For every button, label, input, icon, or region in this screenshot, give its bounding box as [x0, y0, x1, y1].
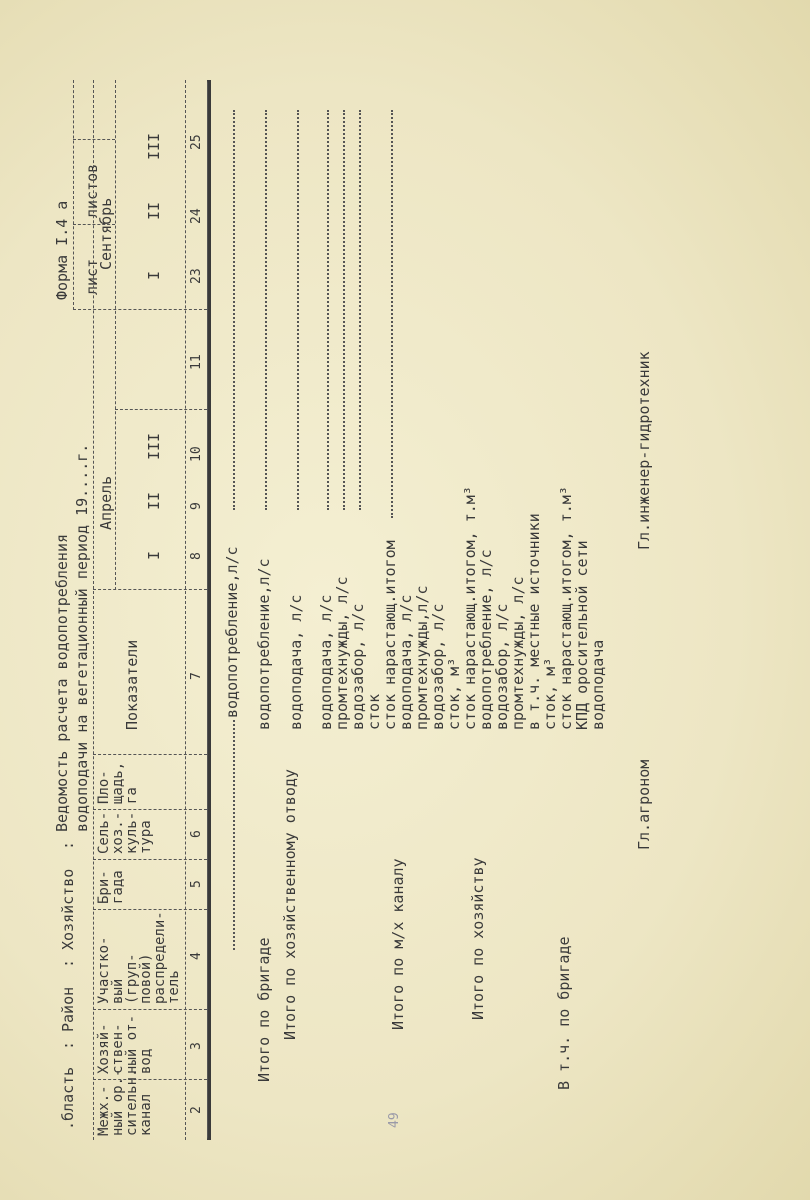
sep: :: [59, 1040, 77, 1050]
row-label: сток: [365, 693, 383, 730]
forma-label: Форма I.4 а: [53, 200, 71, 300]
page-mark: 49: [387, 1112, 402, 1128]
header-kultura: Сель- хоз.- куль- тура: [96, 811, 154, 854]
list-label: лист: [83, 258, 101, 295]
row-label: промтехнужды,л/с: [413, 585, 431, 730]
col-number: 25: [189, 134, 204, 150]
dotted-leader: [297, 110, 299, 510]
col-rule: [93, 589, 207, 590]
row-label: водопотребление,л/с: [223, 546, 241, 718]
section-itogo-brigade: Итого по бригаде: [255, 937, 273, 1082]
row-label: водозабор, л/с: [349, 603, 367, 730]
col-rule: [73, 309, 207, 310]
dotted-leader: [359, 110, 361, 510]
decade-sep-3: III: [145, 132, 163, 160]
dotted-leader: [391, 110, 393, 518]
row-label: водозабор, л/с: [429, 603, 447, 730]
decade-april-2: II: [145, 491, 163, 510]
row-label: водоподача, л/с: [317, 594, 335, 730]
row-label: водозабор, л/с: [493, 603, 511, 730]
title-line1: Ведомость расчета водопотребления: [53, 533, 71, 832]
raion-label: Район: [59, 986, 77, 1032]
row-label: водопотребление,л/с: [255, 558, 273, 730]
header-september: Сентябрь: [97, 197, 115, 270]
col-number: 7: [189, 672, 204, 680]
header-brigada: Бри- гада: [96, 870, 126, 904]
col-rule: [93, 809, 207, 810]
dotted-leader: [327, 110, 329, 510]
khozyaistvo-label: Хозяйство: [59, 868, 77, 950]
decade-sep-2: II: [145, 201, 163, 220]
col-rule: [93, 909, 207, 910]
col-number: 11: [189, 354, 204, 370]
col-number: 10: [189, 446, 204, 462]
header-ploshchad: Пло- щадь, га: [96, 761, 140, 804]
header-april: Апрель: [97, 475, 115, 530]
title-line2: водоподачи на вегетационный период 19....г.: [73, 443, 91, 832]
row-label: водоподача, л/с: [397, 594, 415, 730]
col-number: 5: [189, 880, 204, 888]
col-number: 23: [189, 268, 204, 284]
col-number: 8: [189, 552, 204, 560]
row-label: сток, м³: [541, 657, 559, 730]
decade-april-3: III: [145, 432, 163, 460]
rule-head-bottom: [185, 80, 186, 1140]
row-label: промтехнужды, л/с: [333, 576, 351, 730]
section-v-tch-brigade: В т.ч. по бригаде: [555, 936, 573, 1090]
col-rule: [93, 1009, 207, 1010]
row-label: сток, м³: [445, 657, 463, 730]
section-itogo-khoz: Итого по хозяйству: [469, 857, 487, 1020]
rule-months: [115, 80, 116, 590]
rotated-form: [45, 50, 765, 1150]
col-number: 4: [189, 952, 204, 960]
row-label: промтехнужды, л/с: [509, 576, 527, 730]
listov-label: листов: [83, 163, 101, 218]
col-rule: [115, 409, 207, 410]
col-number: 3: [189, 1042, 204, 1050]
signature-engineer: Гл.инженер-гидротехник: [635, 351, 653, 550]
col-rule: [73, 139, 115, 140]
col-number: 9: [189, 502, 204, 510]
sep: :: [59, 840, 77, 850]
section-itogo-otvod: Итого по хозяйственному отводу: [281, 769, 299, 1040]
header-kanal: Межх.- ный ор.- сительн. канал: [96, 1068, 154, 1136]
header-otvod: Хозяй- ствен- ный от- вод: [96, 1014, 154, 1074]
dotted-leader: [343, 110, 345, 510]
header-pokazateli: Показатели: [123, 639, 141, 730]
signature-agronom: Гл.агроном: [635, 759, 653, 850]
row-label: водоподача: [589, 639, 607, 730]
dotted-leader: [233, 110, 235, 510]
rule-top: [93, 80, 94, 1140]
row-label: водопотребление, л/с: [477, 549, 495, 730]
dotted-leader: [233, 720, 235, 950]
row-label: сток нарастающ.итогом: [381, 540, 399, 730]
dotted-leader: [265, 110, 267, 510]
col-number: 6: [189, 830, 204, 838]
rule-numbers: [207, 80, 211, 1140]
header-raspredelitel: Участко- вый (груп- повой) распредели- тель: [96, 911, 182, 1004]
sep: :: [59, 958, 77, 968]
rule-forma: [73, 80, 74, 310]
row-label: в т.ч. местные источники: [525, 513, 543, 730]
decade-april-1: I: [145, 550, 163, 560]
col-number: 24: [189, 208, 204, 224]
row-label: КПД оросительной сети: [573, 540, 591, 730]
row-label: водоподача, л/с: [287, 594, 305, 730]
oblast-label: .бласть: [59, 1066, 77, 1130]
row-label: сток нарастающ.итогом, т.м³: [461, 486, 479, 730]
decade-sep-1: I: [145, 270, 163, 280]
section-itogo-kanal: Итого по м/х каналу: [389, 858, 407, 1030]
col-number: 2: [189, 1106, 204, 1114]
col-rule: [93, 754, 207, 755]
col-rule: [93, 859, 207, 860]
row-label: сток нарастающ.итогом, т.м³: [557, 486, 575, 730]
